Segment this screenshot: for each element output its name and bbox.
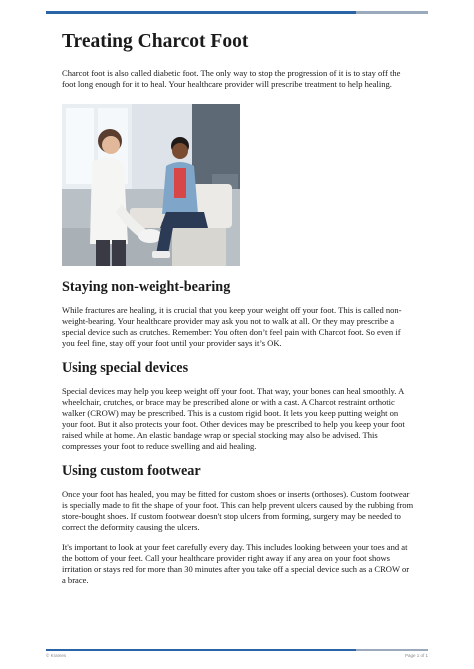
header-rule bbox=[46, 11, 428, 14]
section-heading-custom-footwear: Using custom footwear bbox=[62, 463, 201, 479]
page-number: Page 1 of 1 bbox=[404, 653, 428, 658]
header-rule-secondary bbox=[356, 11, 428, 14]
section-paragraph: Special devices may help you keep weight off your foot. That way, your bones can heal smoothly. A wheelchair, crutches, or brace may be prescribed alone or with a cast. A Charcot restraint orthotic walker (CROW) may be prescribed. This is a custom rigid boot. It lets you keep putting weight on your foot. But it also protects your foot. Other devices may be prescribed to help you keep your foot raised while at home. An elastic bandage wrap or special stocking may also be advised. This compresses your foot to reduce swelling and aid healing. bbox=[62, 386, 405, 451]
section-paragraph: While fractures are healing, it is crucial that you keep your weight off your foot. This is called non-weight-bearing. Your healthcare provider may ask you not to walk at all. Or they may prescribe a special device such as crutches. Remember: You often don’t feel pain with Charcot foot. So even if you feel fine, stay off your foot until your provider says it’s OK. bbox=[62, 305, 402, 348]
footer-rule-secondary bbox=[356, 649, 428, 651]
intro-paragraph: Charcot foot is also called diabetic foot. The only way to stop the progression of it is to stay off the foot long enough for it to heal. Your healthcare provider will prescribe treatment to help healing. bbox=[62, 68, 401, 89]
document-body bbox=[62, 30, 414, 586]
section-paragraph: Once your foot has healed, you may be fitted for custom shoes or inserts (orthoses). Custom footwear is specially made to fit the shape of your foot. This can help prevent ulcers caused by the rubbing from store-bought shoes. If custom footwear doesn't stop ulcers from forming, surgery may be needed to correct the deformity causing the ulcers. bbox=[62, 489, 414, 532]
page-title: Treating Charcot Foot bbox=[62, 31, 249, 52]
clinic-photo bbox=[62, 104, 240, 266]
footer-rule bbox=[46, 649, 428, 651]
copyright-text: © Krames bbox=[46, 653, 67, 658]
header-rule-primary bbox=[46, 11, 356, 14]
section-heading-special-devices: Using special devices bbox=[62, 360, 189, 376]
section-paragraph: It's important to look at your feet carefully every day. This includes looking between your toes and at the bottom of your feet. Call your healthcare provider right away if any area on your foot shows irritation or stays red for more than 30 minutes after you take off a special device such as a CROW or a brace. bbox=[62, 542, 410, 585]
footer-rule-primary bbox=[46, 649, 356, 651]
section-heading-non-weight-bearing: Staying non-weight-bearing bbox=[62, 279, 231, 295]
photo-illustration bbox=[62, 104, 240, 266]
